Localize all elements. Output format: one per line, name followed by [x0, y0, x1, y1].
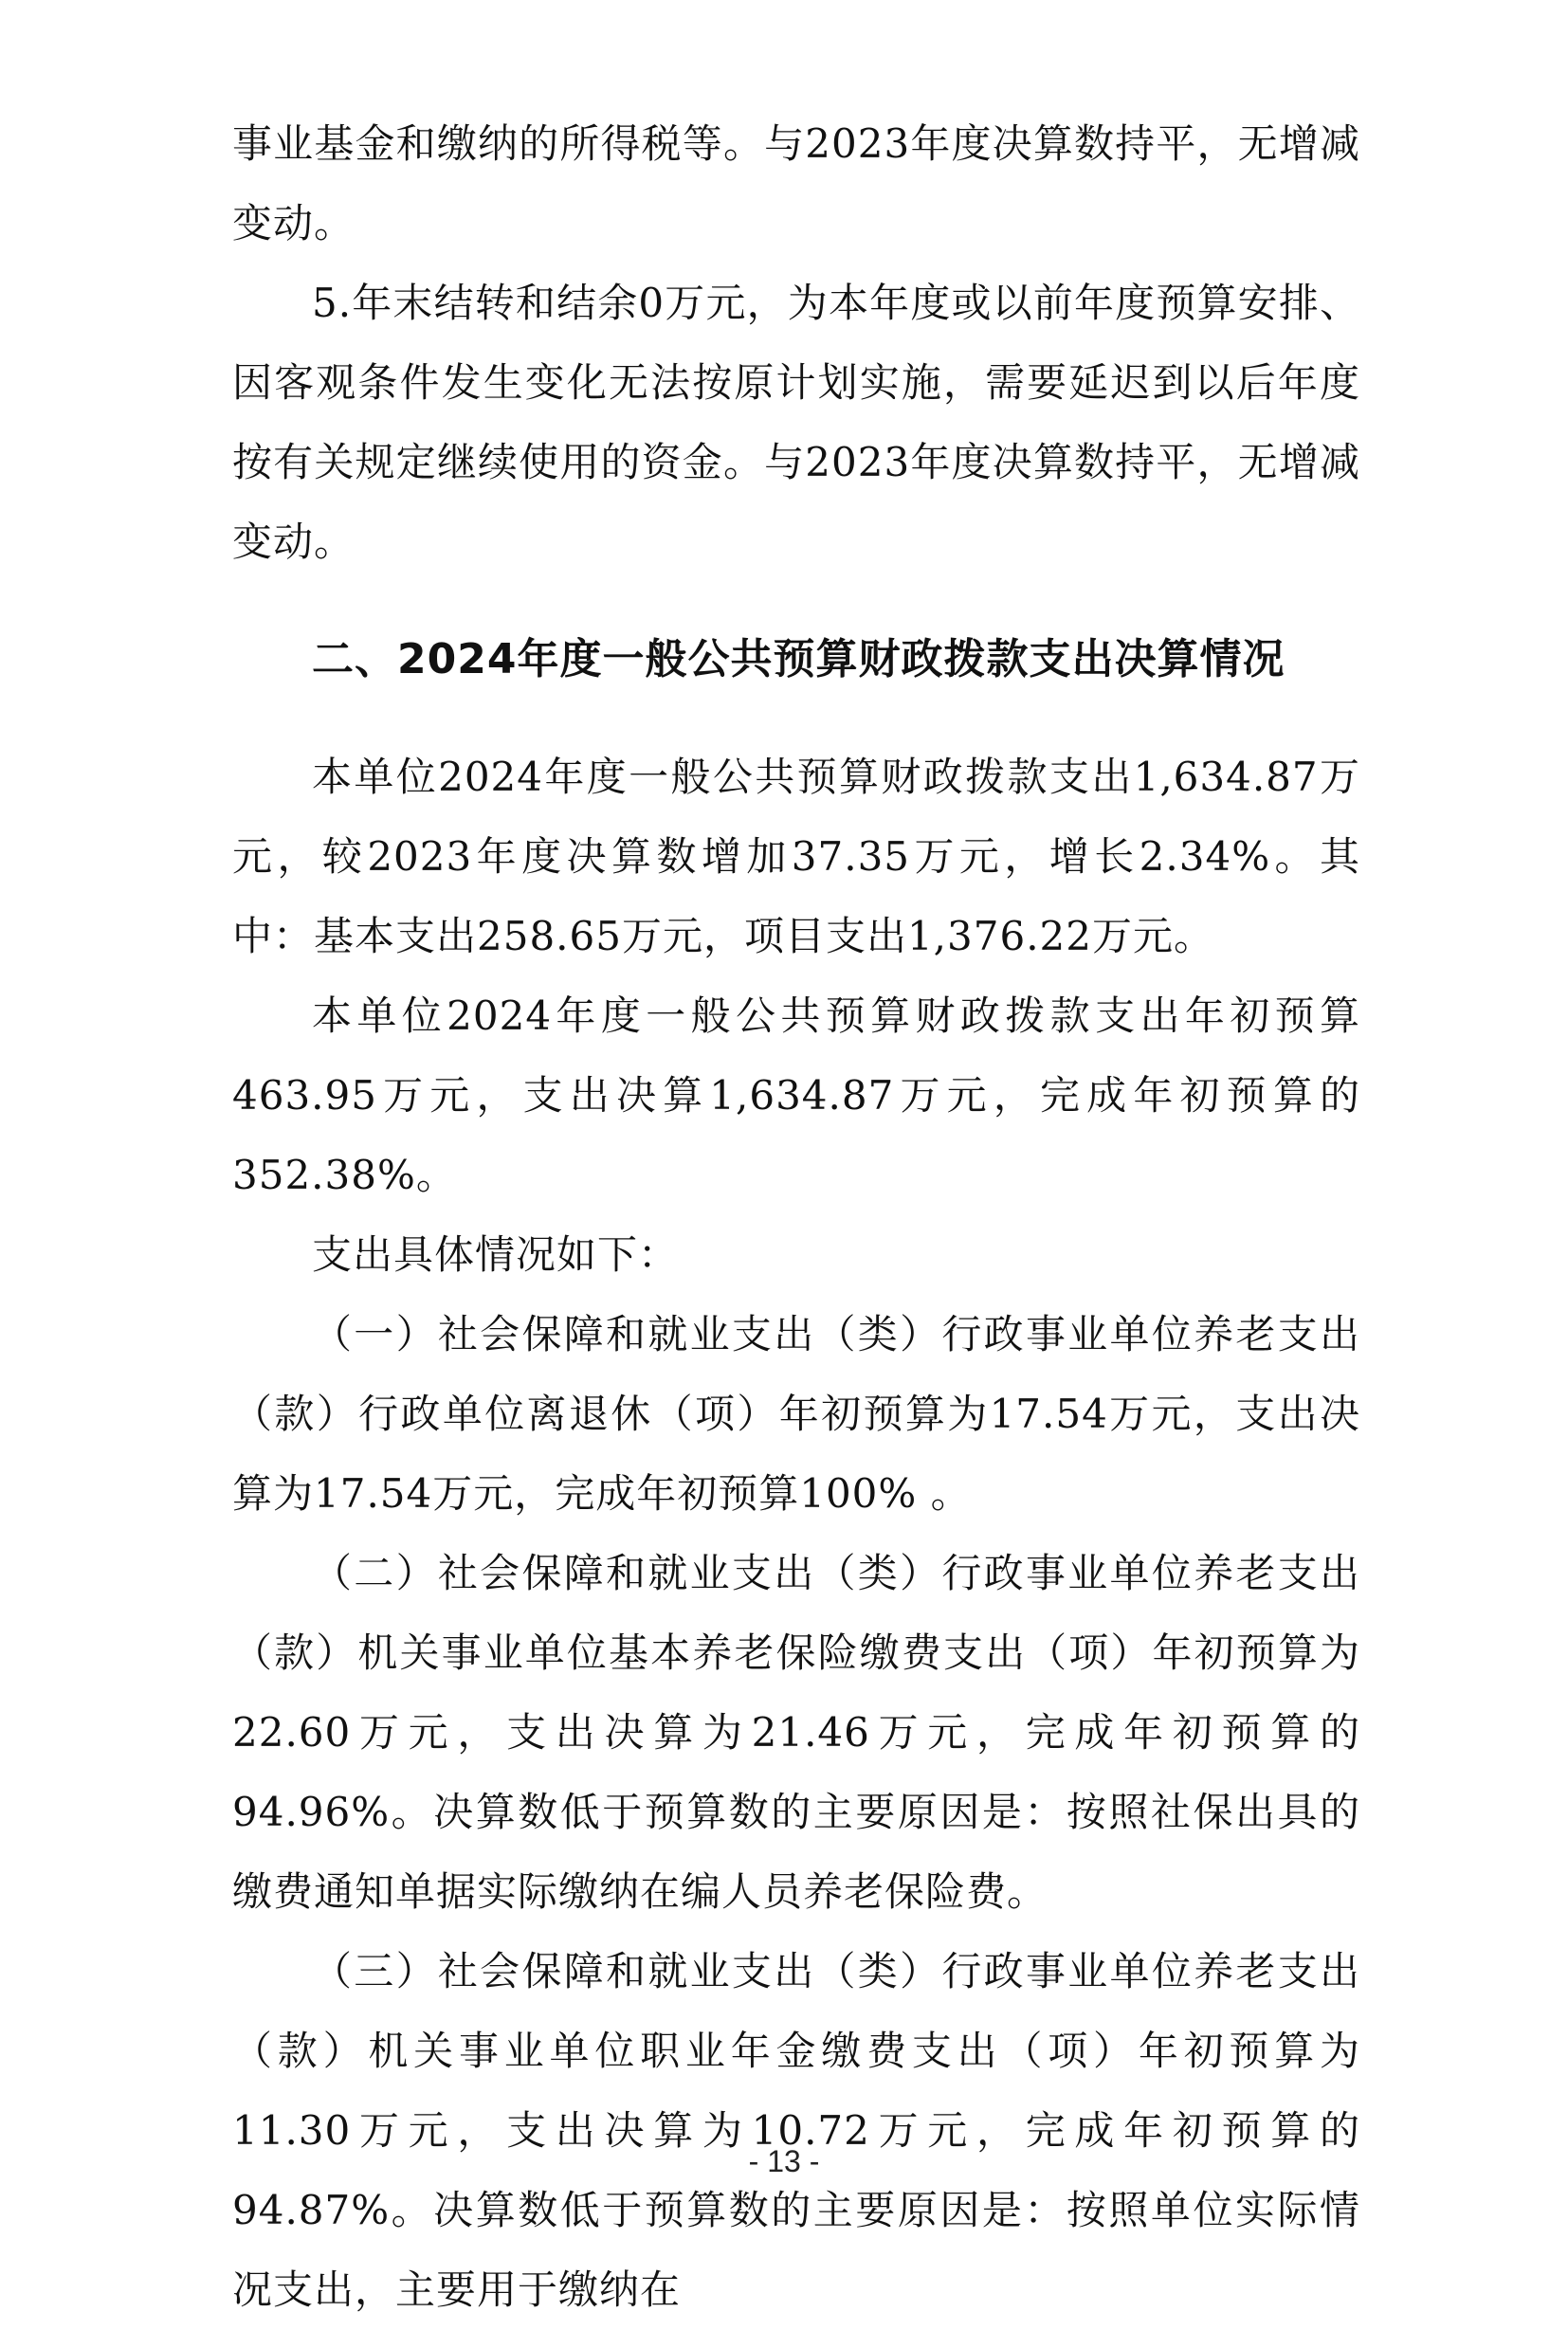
paragraph-details-intro: 支出具体情况如下： — [312, 1231, 680, 1278]
paragraph-continuation: 事业基金和缴纳的所得税等。与2023年度决算数持平，无增减变动。 — [232, 120, 1360, 246]
document-page — [232, 104, 1360, 2330]
page-number: - 13 - — [748, 2144, 820, 2178]
paragraph-item-2: （二）社会保障和就业支出（类）行政事业单位养老支出（款）机关事业单位基本养老保险缴费支出（项）年初预算为22.60万元，支出决算为21.46万元，完成年初预算的94.96%。决算数低于预算数的主要原因是：按照社保出具的缴费通知单据实际缴纳在编人员养老保险费。 — [232, 1550, 1360, 1915]
paragraph-year-end-balance: 5.年末结转和结余0万元，为本年度或以前年度预算安排、因客观条件发生变化无法按原计划实施，需要延迟到以后年度按有关规定继续使用的资金。与2023年度决算数持平，无增减变动。 — [232, 280, 1360, 565]
paragraph-item-3: （三）社会保障和就业支出（类）行政事业单位养老支出（款）机关事业单位职业年金缴费支出（项）年初预算为11.30万元，支出决算为10.72万元，完成年初预算的94.87%。决算数低于预算数的主要原因是：按照单位实际情况支出，主要用于缴纳在 — [232, 1948, 1360, 2313]
paragraph-budget-completion: 本单位2024年度一般公共预算财政拨款支出年初预算463.95万元，支出决算1,634.87万元，完成年初预算的352.38%。 — [232, 992, 1360, 1198]
section-heading: 二、2024年度一般公共预算财政拨款支出决算情况 — [312, 635, 1285, 683]
paragraph-expenditure-total: 本单位2024年度一般公共预算财政拨款支出1,634.87万元，较2023年度决算数增加37.35万元，增长2.34%。其中：基本支出258.65万元，项目支出1,376.22万元。 — [232, 754, 1360, 959]
paragraph-item-1: （一）社会保障和就业支出（类）行政事业单位养老支出（款）行政单位离退休（项）年初预算为17.54万元，支出决算为17.54万元，完成年初预算100% 。 — [232, 1311, 1360, 1517]
